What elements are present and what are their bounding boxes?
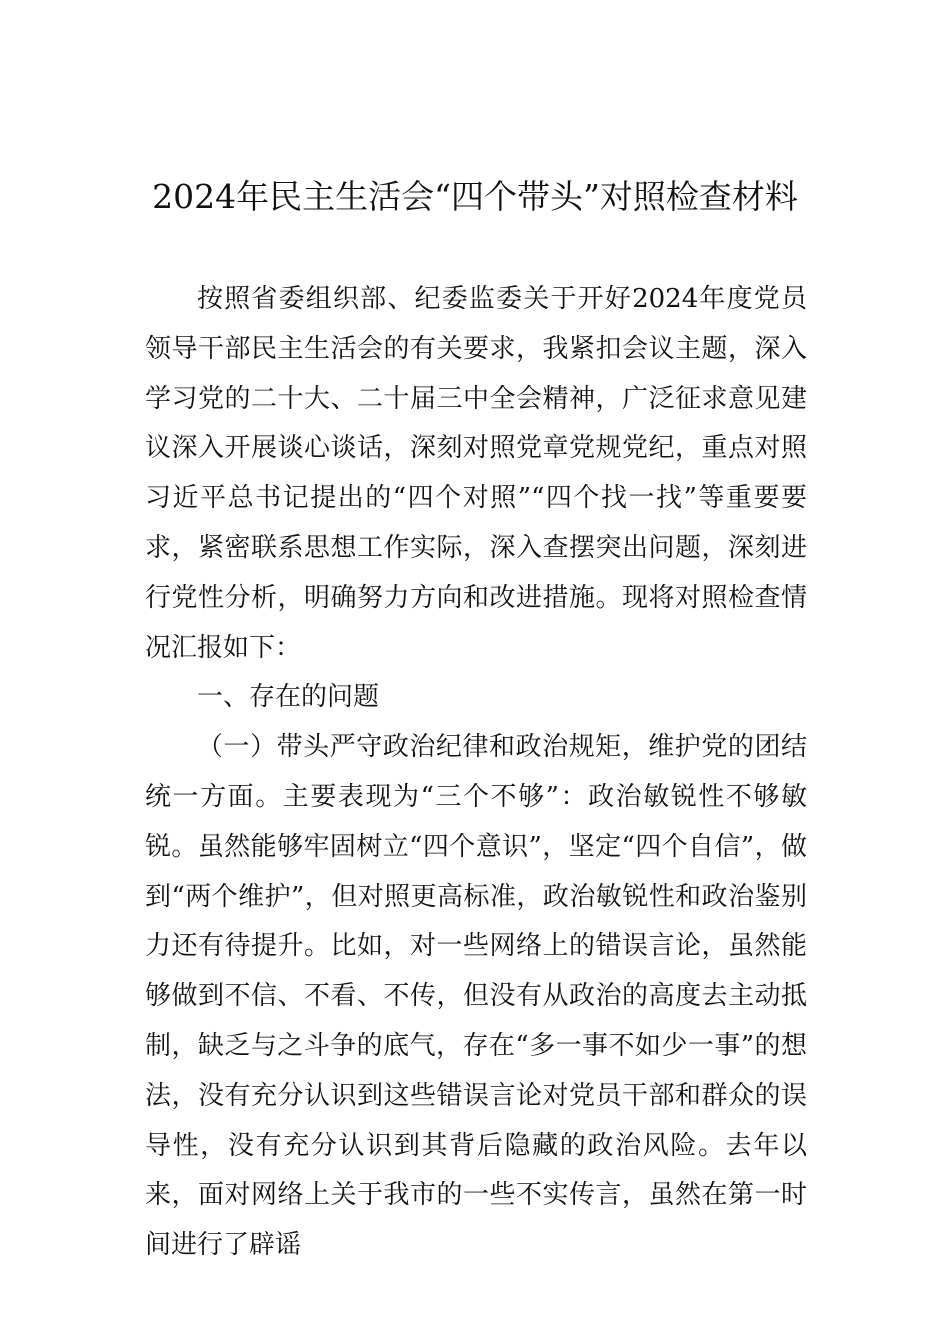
section-heading-problems: 一、存在的问题 [197, 682, 380, 713]
document-title: 2024年民主生活会“四个带头”对照检查材料 [152, 177, 798, 216]
subsection-paragraph-1: （一）带头严守政治纪律和政治规矩，维护党的团结统一方面。主要表现为“三个不够”：政治敏锐性不够敏锐。虽然能够牢固树立“四个意识”，坚定“四个自信”，做到“两个维护”，但对照更高标准，政治敏锐性和政治鉴别力还有待提升。比如，对一些网络上的错误言论，虽然能够做到不信、不看、不传，但没有从政治的高度去主动抵制，缺乏与之斗争的底气，存在“多一事不如少一事”的想法，没有充分认识到这些错误言论对党员干部和群众的误导性，没有充分认识到其背后隐藏的政治风险。去年以来，面对网络上关于我市的一些不实传言，虽然在第一时间进行了辟谣 [145, 732, 807, 1261]
intro-paragraph: 按照省委组织部、纪委监委关于开好2024年度党员领导干部民主生活会的有关要求，我紧扣会议主题，深入学习党的二十大、二十届三中全会精神，广泛征求意见建议深入开展谈心谈话，深刻对照党章党规党纪，重点对照习近平总书记提出的“四个对照”“四个找一找”等重要要求，紧密联系思想工作实际，深入查摆突出问题，深刻进行党性分析，明确努力方向和改进措施。现将对照检查情况汇报如下： [145, 284, 807, 663]
document-body [145, 275, 807, 1271]
